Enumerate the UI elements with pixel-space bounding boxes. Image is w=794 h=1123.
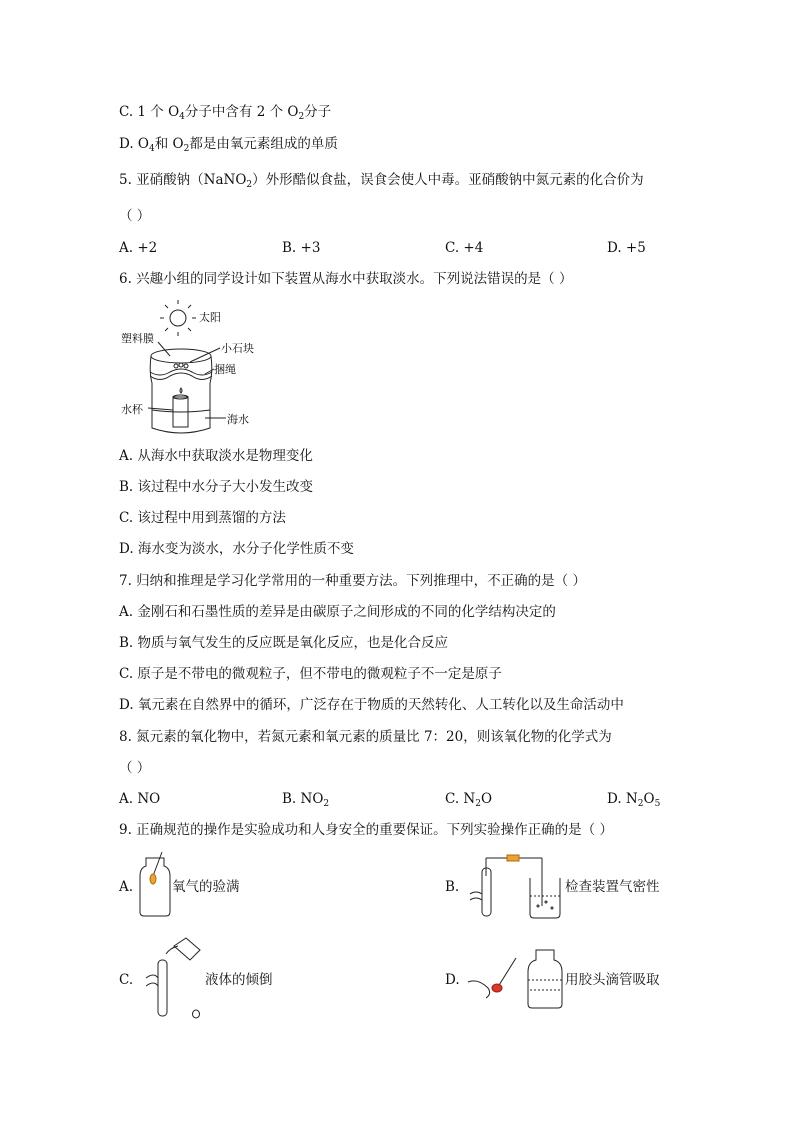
q6-stem: 6. 兴趣小组的同学设计如下装置从海水中获取淡水。下列说法错误的是（ ） xyxy=(119,271,573,287)
q7-stem: 7. 归纳和推理是学习化学常用的一种重要方法。下列推理中，不正确的是（ ） xyxy=(119,573,586,589)
label-rope: 捆绳 xyxy=(214,363,236,376)
q6-option-b: B. 该过程中水分子大小发生改变 xyxy=(119,479,314,495)
q5-stem: 5. 亚硝酸钠（NaNO$_2$）外形酷似食盐，误食会使人中毒。亚硝酸钠中氮元素的化合价为 xyxy=(119,172,644,190)
q9-option-d-caption: 用胶头滴管吸取 xyxy=(565,972,660,988)
q9-option-a-caption: 氧气的验满 xyxy=(172,879,240,895)
q6-option-c: C. 该过程中用到蒸馏的方法 xyxy=(119,510,286,526)
q9-stem: 9. 正确规范的操作是实验成功和人身安全的重要保证。下列实验操作正确的是（ ） xyxy=(119,822,613,838)
q5-option-d: D. +5 xyxy=(607,240,646,256)
q8-option-c: C. $N_2O$ xyxy=(445,791,493,809)
q7-option-c: C. 原子是不带电的微观粒子，但不带电的微观粒子不一定是原子 xyxy=(119,666,502,682)
q7-option-d: D. 氧元素在自然界中的循环，广泛存在于物质的天然转化、人工转化以及生命活动中 xyxy=(119,697,624,713)
q9-option-b-caption: 检查装置气密性 xyxy=(565,879,660,895)
q8-option-d: D. $N_2O_5$ xyxy=(607,791,661,809)
q7-option-b: B. 物质与氧气发生的反应既是氧化反应，也是化合反应 xyxy=(119,635,449,651)
q5-option-a: A. +2 xyxy=(119,240,158,256)
label-stone: 小石块 xyxy=(221,342,254,355)
q4-option-d: D. $O_4$和 $O_2$都是由氧元素组成的单质 xyxy=(119,136,338,154)
label-film: 塑料膜 xyxy=(121,332,154,345)
q4-option-c: C. 1 个 $O_4$分子中含有 2 个 $O_2$分子 xyxy=(119,104,332,122)
q8-option-b: B. $NO_2$ xyxy=(282,791,330,809)
q9-option-c-label: C. xyxy=(119,972,134,988)
q7-option-a: A. 金刚石和石墨性质的差异是由碳原子之间形成的不同的化学结构决定的 xyxy=(119,604,556,620)
q9-option-b-label: B. xyxy=(445,879,460,895)
q8-stem: 8. 氮元素的氧化物中，若氮元素和氧元素的质量比 7：20，则该氧化物的化学式为 xyxy=(119,729,612,745)
q5-option-c: C. +4 xyxy=(445,240,484,256)
q9-option-d-label: D. xyxy=(445,972,460,988)
q5-option-b: B. +3 xyxy=(282,240,321,256)
label-cup: 水杯 xyxy=(121,403,143,416)
label-seawater: 海水 xyxy=(227,413,249,426)
q9-option-c-caption: 液体的倾倒 xyxy=(205,972,273,988)
q9-option-a-label: A. xyxy=(119,879,134,895)
label-sun: 太阳 xyxy=(199,311,221,324)
q8-blank: （ ） xyxy=(119,760,151,776)
q5-blank: （ ） xyxy=(119,208,151,224)
q6-option-d: D. 海水变为淡水，水分子化学性质不变 xyxy=(119,541,354,557)
q8-option-a: A. NO xyxy=(119,791,161,807)
q6-option-a: A. 从海水中获取淡水是物理变化 xyxy=(119,448,313,464)
